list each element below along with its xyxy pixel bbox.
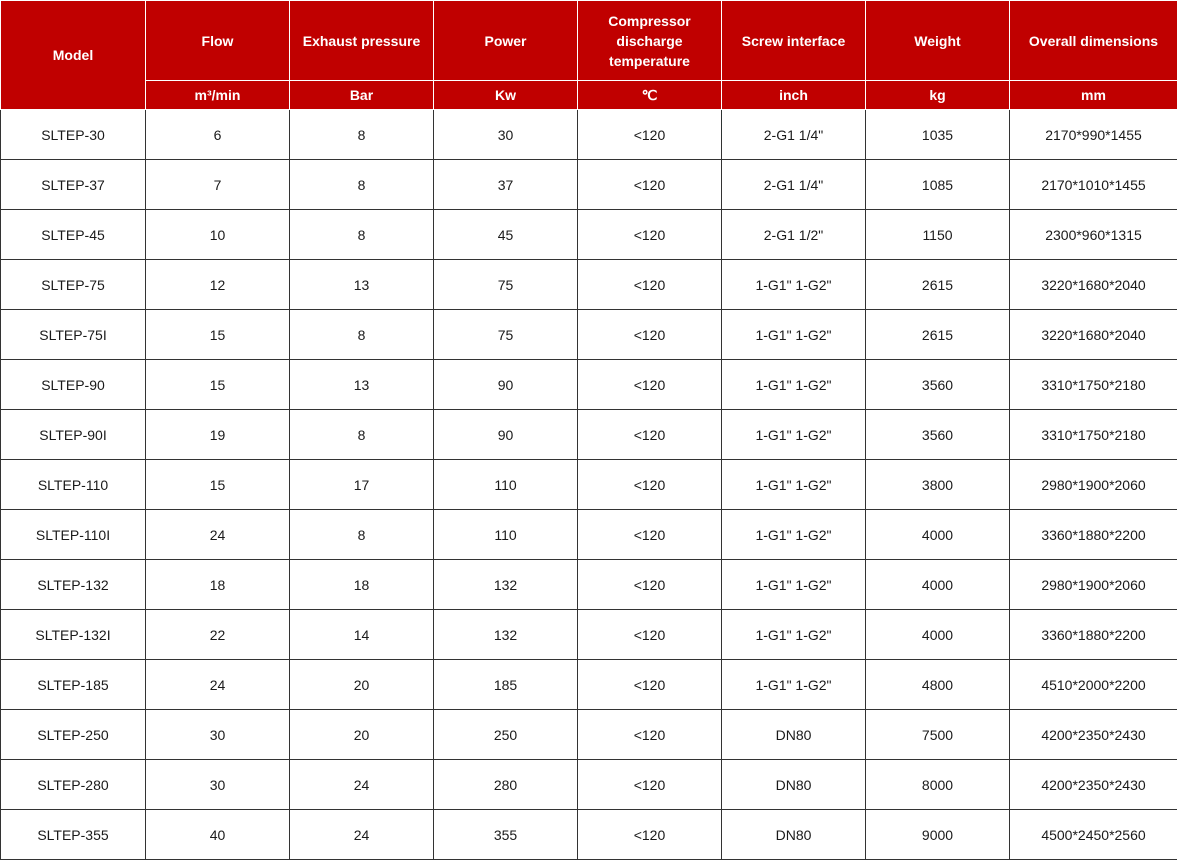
cell-overall-dimensions: 4500*2450*2560	[1010, 810, 1177, 860]
cell-weight: 1150	[866, 210, 1010, 260]
cell-discharge-temperature: <120	[578, 810, 722, 860]
unit-exhaust-pressure: Bar	[290, 81, 434, 110]
cell-weight: 1035	[866, 110, 1010, 160]
cell-exhaust-pressure: 14	[290, 610, 434, 660]
cell-model: SLTEP-110	[1, 460, 146, 510]
cell-screw-interface: 1-G1" 1-G2"	[722, 260, 866, 310]
cell-weight: 1085	[866, 160, 1010, 210]
cell-overall-dimensions: 3360*1880*2200	[1010, 610, 1177, 660]
cell-exhaust-pressure: 8	[290, 210, 434, 260]
cell-model: SLTEP-90	[1, 360, 146, 410]
cell-model: SLTEP-132I	[1, 610, 146, 660]
cell-exhaust-pressure: 24	[290, 810, 434, 860]
cell-screw-interface: 2-G1 1/4"	[722, 110, 866, 160]
table-row	[1, 110, 1177, 160]
cell-screw-interface: DN80	[722, 810, 866, 860]
cell-flow: 15	[146, 460, 290, 510]
cell-discharge-temperature: <120	[578, 360, 722, 410]
cell-model: SLTEP-280	[1, 760, 146, 810]
unit-screw-interface: inch	[722, 81, 866, 110]
cell-flow: 30	[146, 710, 290, 760]
cell-discharge-temperature: <120	[578, 760, 722, 810]
cell-weight: 4000	[866, 610, 1010, 660]
cell-weight: 9000	[866, 810, 1010, 860]
cell-overall-dimensions: 3220*1680*2040	[1010, 310, 1177, 360]
cell-flow: 10	[146, 210, 290, 260]
cell-exhaust-pressure: 20	[290, 710, 434, 760]
unit-power: Kw	[434, 81, 578, 110]
cell-model: SLTEP-355	[1, 810, 146, 860]
cell-overall-dimensions: 3310*1750*2180	[1010, 360, 1177, 410]
cell-overall-dimensions: 2980*1900*2060	[1010, 560, 1177, 610]
column-header-weight: Weight	[866, 1, 1010, 81]
cell-power: 280	[434, 760, 578, 810]
table-row	[1, 660, 1177, 710]
cell-model: SLTEP-75	[1, 260, 146, 310]
cell-weight: 4000	[866, 510, 1010, 560]
table-row	[1, 360, 1177, 410]
cell-model: SLTEP-75I	[1, 310, 146, 360]
cell-flow: 15	[146, 310, 290, 360]
cell-overall-dimensions: 3360*1880*2200	[1010, 510, 1177, 560]
column-header-flow: Flow	[146, 1, 290, 81]
cell-power: 185	[434, 660, 578, 710]
cell-weight: 4000	[866, 560, 1010, 610]
cell-exhaust-pressure: 8	[290, 160, 434, 210]
cell-power: 45	[434, 210, 578, 260]
column-header-exhaust-pressure: Exhaust pressure	[290, 1, 434, 81]
cell-discharge-temperature: <120	[578, 260, 722, 310]
cell-model: SLTEP-110I	[1, 510, 146, 560]
cell-screw-interface: 1-G1" 1-G2"	[722, 460, 866, 510]
cell-power: 132	[434, 610, 578, 660]
table-row	[1, 260, 1177, 310]
unit-overall-dimensions: mm	[1010, 81, 1177, 110]
cell-exhaust-pressure: 13	[290, 260, 434, 310]
cell-screw-interface: 1-G1" 1-G2"	[722, 360, 866, 410]
cell-screw-interface: 1-G1" 1-G2"	[722, 610, 866, 660]
cell-exhaust-pressure: 17	[290, 460, 434, 510]
cell-power: 110	[434, 460, 578, 510]
cell-exhaust-pressure: 8	[290, 410, 434, 460]
cell-power: 355	[434, 810, 578, 860]
cell-overall-dimensions: 2300*960*1315	[1010, 210, 1177, 260]
cell-weight: 4800	[866, 660, 1010, 710]
table-row	[1, 310, 1177, 360]
cell-power: 30	[434, 110, 578, 160]
table-body	[1, 110, 1177, 860]
cell-exhaust-pressure: 8	[290, 110, 434, 160]
cell-overall-dimensions: 2170*990*1455	[1010, 110, 1177, 160]
cell-discharge-temperature: <120	[578, 660, 722, 710]
cell-model: SLTEP-45	[1, 210, 146, 260]
cell-weight: 3560	[866, 410, 1010, 460]
cell-flow: 30	[146, 760, 290, 810]
cell-power: 110	[434, 510, 578, 560]
cell-flow: 15	[146, 360, 290, 410]
cell-flow: 22	[146, 610, 290, 660]
cell-overall-dimensions: 3220*1680*2040	[1010, 260, 1177, 310]
cell-overall-dimensions: 2980*1900*2060	[1010, 460, 1177, 510]
header-row-units	[1, 81, 1177, 110]
cell-screw-interface: 1-G1" 1-G2"	[722, 560, 866, 610]
cell-flow: 19	[146, 410, 290, 460]
table-header	[1, 1, 1177, 110]
cell-weight: 3560	[866, 360, 1010, 410]
cell-power: 75	[434, 310, 578, 360]
cell-exhaust-pressure: 13	[290, 360, 434, 410]
cell-overall-dimensions: 4200*2350*2430	[1010, 710, 1177, 760]
cell-exhaust-pressure: 18	[290, 560, 434, 610]
cell-flow: 6	[146, 110, 290, 160]
table-row	[1, 160, 1177, 210]
table-row	[1, 810, 1177, 860]
cell-power: 90	[434, 410, 578, 460]
header-row-labels	[1, 1, 1177, 81]
cell-model: SLTEP-90I	[1, 410, 146, 460]
cell-discharge-temperature: <120	[578, 160, 722, 210]
cell-overall-dimensions: 4200*2350*2430	[1010, 760, 1177, 810]
cell-screw-interface: 1-G1" 1-G2"	[722, 660, 866, 710]
table-row	[1, 210, 1177, 260]
cell-overall-dimensions: 4510*2000*2200	[1010, 660, 1177, 710]
cell-model: SLTEP-132	[1, 560, 146, 610]
cell-screw-interface: 2-G1 1/2"	[722, 210, 866, 260]
column-header-screw-interface: Screw interface	[722, 1, 866, 81]
cell-flow: 7	[146, 160, 290, 210]
column-header-discharge-temperature: Compressor discharge temperature	[578, 1, 722, 81]
cell-discharge-temperature: <120	[578, 310, 722, 360]
cell-screw-interface: 2-G1 1/4"	[722, 160, 866, 210]
cell-model: SLTEP-37	[1, 160, 146, 210]
cell-overall-dimensions: 2170*1010*1455	[1010, 160, 1177, 210]
cell-discharge-temperature: <120	[578, 610, 722, 660]
cell-flow: 40	[146, 810, 290, 860]
column-header-overall-dimensions: Overall dimensions	[1010, 1, 1177, 81]
cell-overall-dimensions: 3310*1750*2180	[1010, 410, 1177, 460]
cell-flow: 12	[146, 260, 290, 310]
cell-exhaust-pressure: 20	[290, 660, 434, 710]
table-row	[1, 410, 1177, 460]
unit-weight: kg	[866, 81, 1010, 110]
cell-screw-interface: 1-G1" 1-G2"	[722, 310, 866, 360]
cell-exhaust-pressure: 8	[290, 310, 434, 360]
cell-discharge-temperature: <120	[578, 560, 722, 610]
table-row	[1, 510, 1177, 560]
cell-weight: 2615	[866, 310, 1010, 360]
cell-discharge-temperature: <120	[578, 460, 722, 510]
column-header-model: Model	[1, 1, 146, 110]
table-row	[1, 460, 1177, 510]
cell-weight: 7500	[866, 710, 1010, 760]
cell-power: 37	[434, 160, 578, 210]
cell-discharge-temperature: <120	[578, 710, 722, 760]
cell-flow: 24	[146, 510, 290, 560]
table-row	[1, 710, 1177, 760]
column-header-power: Power	[434, 1, 578, 81]
cell-power: 75	[434, 260, 578, 310]
table-row	[1, 760, 1177, 810]
table-row	[1, 560, 1177, 610]
cell-weight: 8000	[866, 760, 1010, 810]
cell-screw-interface: 1-G1" 1-G2"	[722, 510, 866, 560]
cell-screw-interface: 1-G1" 1-G2"	[722, 410, 866, 460]
cell-flow: 18	[146, 560, 290, 610]
cell-power: 132	[434, 560, 578, 610]
cell-screw-interface: DN80	[722, 710, 866, 760]
cell-discharge-temperature: <120	[578, 510, 722, 560]
cell-flow: 24	[146, 660, 290, 710]
cell-weight: 3800	[866, 460, 1010, 510]
unit-flow: m³/min	[146, 81, 290, 110]
cell-power: 90	[434, 360, 578, 410]
cell-discharge-temperature: <120	[578, 210, 722, 260]
cell-exhaust-pressure: 24	[290, 760, 434, 810]
table-row	[1, 610, 1177, 660]
cell-discharge-temperature: <120	[578, 110, 722, 160]
cell-model: SLTEP-185	[1, 660, 146, 710]
cell-power: 250	[434, 710, 578, 760]
cell-screw-interface: DN80	[722, 760, 866, 810]
cell-weight: 2615	[866, 260, 1010, 310]
cell-exhaust-pressure: 8	[290, 510, 434, 560]
unit-discharge-temperature: ℃	[578, 81, 722, 110]
cell-discharge-temperature: <120	[578, 410, 722, 460]
cell-model: SLTEP-250	[1, 710, 146, 760]
cell-model: SLTEP-30	[1, 110, 146, 160]
